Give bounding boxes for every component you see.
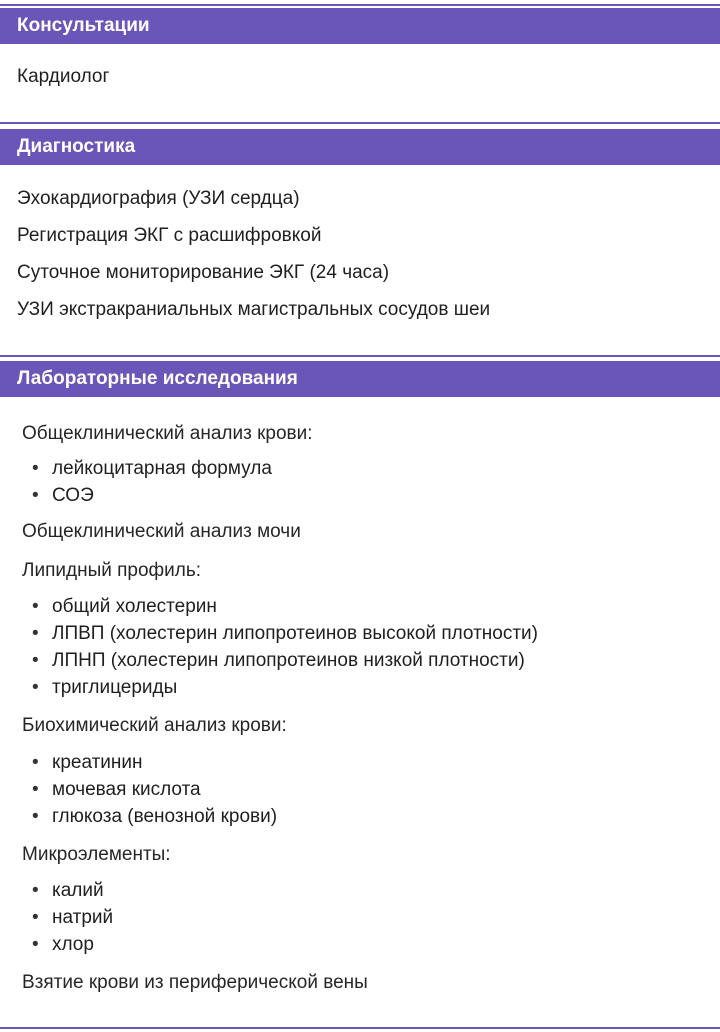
bullet-icon: • [32,806,39,827]
section-divider [0,4,720,6]
bullet-icon: • [32,779,39,800]
lab-list-item: • калий [32,880,104,901]
lab-list-item: • общий холестерин [32,596,217,617]
lab-group-label: Биохимический анализ крови: [22,715,287,736]
service-item: Регистрация ЭКГ с расшифровкой [17,225,322,246]
bullet-icon: • [32,677,39,698]
bullet-icon: • [32,880,39,901]
bullet-icon: • [32,650,39,671]
lab-group-label: Общеклинический анализ крови: [22,423,313,444]
bullet-icon: • [32,485,39,506]
lab-list-item: • креатинин [32,752,143,773]
lab-group-label: Взятие крови из периферической вены [22,972,368,993]
section-divider [0,1027,720,1029]
section-divider [0,122,720,124]
lab-list-item: • глюкоза (венозной крови) [32,806,278,827]
service-item: Суточное мониторирование ЭКГ (24 часа) [17,262,390,283]
bullet-icon: • [32,752,39,773]
bullet-icon: • [32,623,39,644]
lab-list-item: • лейкоцитарная формула [32,458,272,479]
section-header-consultations: Консультации [0,8,720,44]
section-divider [0,355,720,357]
service-item: Эхокардиография (УЗИ сердца) [17,188,300,209]
lab-group-label: Микроэлементы: [22,844,171,865]
bullet-icon: • [32,907,39,928]
lab-group-label: Липидный профиль: [22,560,202,581]
lab-list-item: • натрий [32,907,114,928]
service-item: Кардиолог [17,66,110,87]
section-header-laboratory: Лабораторные исследования [0,361,720,397]
service-item: УЗИ экстракраниальных магистральных сосудов шеи [17,299,491,320]
bullet-icon: • [32,458,39,479]
lab-list-item: • мочевая кислота [32,779,201,800]
bullet-icon: • [32,934,39,955]
bullet-icon: • [32,596,39,617]
lab-list-item: • ЛПНП (холестерин липопротеинов низкой плотности) [32,650,525,671]
lab-list-item: • СОЭ [32,485,94,506]
lab-group-label: Общеклинический анализ мочи [22,521,301,542]
lab-list-item: • триглицериды [32,677,178,698]
section-header-diagnostics: Диагностика [0,129,720,165]
lab-list-item: • ЛПВП (холестерин липопротеинов высокой плотности) [32,623,538,644]
lab-list-item: • хлор [32,934,94,955]
